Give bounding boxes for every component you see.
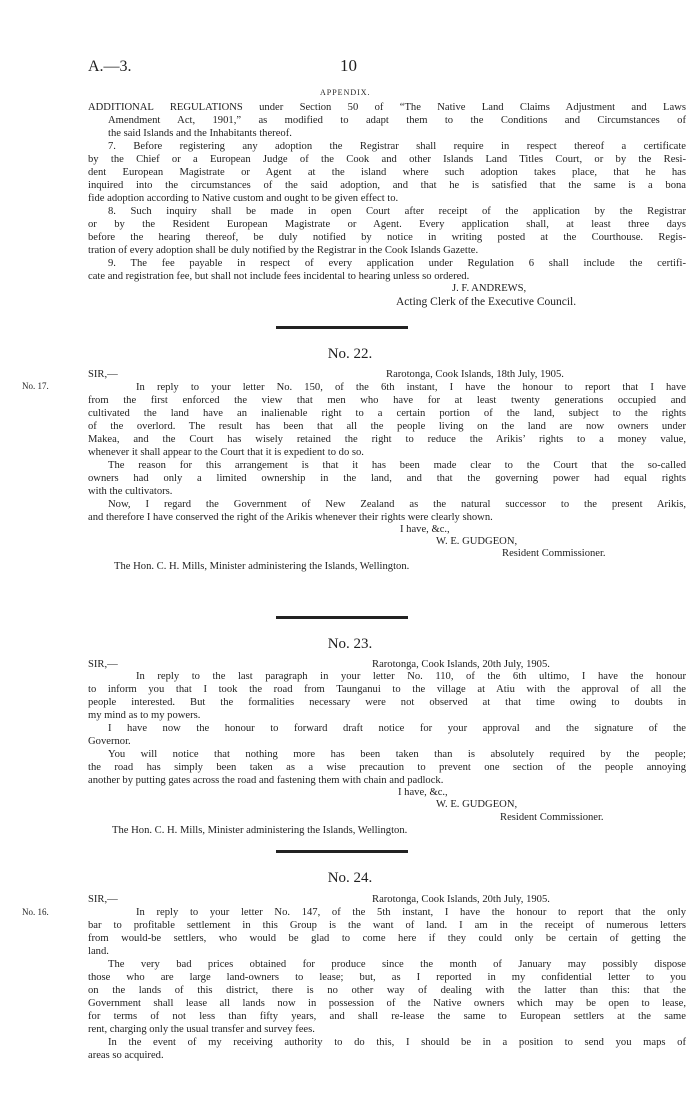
letter-salutation: SIR,— <box>88 369 118 380</box>
letter-heading: No. 23. <box>327 636 373 652</box>
margin-note: No. 16. <box>22 907 49 917</box>
letter-line: bar to profitable settlement in this Group is the want of land. I am in the receipt of numerous letters <box>88 920 686 931</box>
regulations-line: tration of every adoption shall be duly notified by the Registrar in the Cook Islands Gazette. <box>88 245 479 256</box>
letter-line: Now, I regard the Government of New Zealand as the natural successor to the present Arikis, <box>108 499 686 510</box>
letter-place-date: Rarotonga, Cook Islands, 18th July, 1905. <box>386 369 564 380</box>
section-divider <box>276 850 408 853</box>
letter-line: from the first enforced the view that men who have for at least twenty generations occupied and <box>88 395 686 406</box>
regulations-line: 9. The fee payable in respect of every application under Regulation 6 shall include the certifi- <box>108 258 686 269</box>
appendix-label: APPENDIX. <box>320 88 371 97</box>
letter-line: people interested. But the formalities necessary were not observed at that time owing to doubts in <box>88 697 686 708</box>
letter-line: In reply to the last paragraph in your letter No. 110, of the 6th ultimo, I have the honour <box>136 671 686 682</box>
regulations-line: cate and registration fee, but shall not include fees incidental to hearing unless so ordered. <box>88 271 470 282</box>
regulations-line: dent European Magistrate or Agent at the island where such adoption takes place, that he has <box>88 167 686 178</box>
regulations-line: fide adoption according to Native custom and ought to be given effect to. <box>88 193 399 204</box>
letter-line: In reply to your letter No. 147, of the 5th instant, I have the honour to report that the only <box>136 907 686 918</box>
letter-line: Makea, and the Court has wisely retained the right to reduce the Arikis’ rights to a money value, <box>88 434 686 445</box>
letter-line: The very bad prices obtained for produce since the month of January may possibly dispose <box>108 959 686 970</box>
letter-line: my mind as to my powers. <box>88 710 201 721</box>
regulations-line: before the hearing thereof, be duly notified by notice in writing posted at the Courthouse. Regis- <box>88 232 686 243</box>
letter-line: owners had only a limited ownership in the land, and that the governing power had equal rights <box>88 473 686 484</box>
letter-signer: W. E. GUDGEON, <box>436 799 518 810</box>
letter-place-date: Rarotonga, Cook Islands, 20th July, 1905. <box>372 659 550 670</box>
letter-line: from would-be settlers, who would be glad to come here if they could only be certain of getting the <box>88 933 686 944</box>
letter-heading: No. 24. <box>327 870 373 886</box>
letter-line: The reason for this arrangement is that it has been made clear to the Court that the so-called <box>108 460 686 471</box>
letter-salutation: SIR,— <box>88 659 118 670</box>
page-number: 10 <box>340 56 357 75</box>
letter-line: and therefore I have conserved the right of the Arikis whenever their rights were clearly shown. <box>88 512 493 523</box>
letter-line: areas so acquired. <box>88 1050 164 1061</box>
letter-signer-title: Resident Commissioner. <box>500 812 604 823</box>
letter-addressee: The Hon. C. H. Mills, Minister administering the Islands, Wellington. <box>112 825 408 836</box>
letter-closing: I have, &c., <box>400 524 450 535</box>
margin-note: No. 17. <box>22 381 49 391</box>
letter-line: Government shall lease all lands now in possession of the Native owners which may be open to lease, <box>88 998 686 1009</box>
letter-line: of the overlord. The result has been that all the people living on the land are now owners under <box>88 421 686 432</box>
letter-line: In the event of my receiving authority to do this, I should be in a position to send you maps of <box>108 1037 686 1048</box>
letter-line: with the cultivators. <box>88 486 173 497</box>
letter-line: I have now the honour to forward draft notice for your approval and the signature of the <box>108 723 686 734</box>
letter-line: for terms of not less than fifty years, and shall re-lease the same to European settlers at the same <box>88 1011 686 1022</box>
letter-line: on the lands of this district, there is no other way of dealing with the latter than this: that the <box>88 985 686 996</box>
regulations-line: by the Chief or a European Judge of the Cook and other Islands Land Titles Court, or by the Resi- <box>88 154 686 165</box>
letter-line: another by putting gates across the road and fastening them with chain and padlock. <box>88 775 444 786</box>
letter-line: those who are large land-owners to lease; but, as I reported in my confidential letter to you <box>88 972 686 983</box>
letter-place-date: Rarotonga, Cook Islands, 20th July, 1905. <box>372 894 550 905</box>
regulations-line: or by the Resident European Magistrate or Agent. Every application shall, at least three days <box>88 219 686 230</box>
letter-signer-title: Resident Commissioner. <box>502 548 606 559</box>
letter-line: land. <box>88 946 109 957</box>
section-divider <box>276 616 408 619</box>
letter-line: rent, charging only the usual transfer and survey fees. <box>88 1024 315 1035</box>
regulations-signer: J. F. ANDREWS, <box>452 283 527 294</box>
regulations-line: ADDITIONAL REGULATIONS under Section 50 of “The Native Land Claims Adjustment and Laws <box>88 102 686 113</box>
document-code: A.—3. <box>88 58 132 75</box>
regulations-line: inquired into the circumstances of the said adoption, and that he is satisfied that the same is a bona <box>88 180 686 191</box>
regulations-signer-title: Acting Clerk of the Executive Council. <box>396 296 577 308</box>
regulations-line: 8. Such inquiry shall be made in open Court after receipt of the application by the Registrar <box>108 206 686 217</box>
letter-line: the road has simply been taken as a wise precaution to prevent one section of the people annoying <box>88 762 686 773</box>
letter-line: In reply to your letter No. 150, of the 6th instant, I have the honour to report that I have <box>136 382 686 393</box>
letter-signer: W. E. GUDGEON, <box>436 536 518 547</box>
letter-addressee: The Hon. C. H. Mills, Minister administering the Islands, Wellington. <box>114 561 410 572</box>
letter-line: whenever it shall appear to the Court that it is expedient to do so. <box>88 447 364 458</box>
letter-line: to inform you that I took the road from Taunganui to the village at Atiu with the approval of all the <box>88 684 686 695</box>
letter-heading: No. 22. <box>327 346 373 362</box>
letter-line: Governor. <box>88 736 131 747</box>
letter-salutation: SIR,— <box>88 894 118 905</box>
section-divider <box>276 326 408 329</box>
letter-line: cultivated the land have an inalienable right to a certain portion of the land, subject to the rights <box>88 408 686 419</box>
letter-line: You will notice that nothing more has been taken than is absolutely required by the people; <box>108 749 686 760</box>
regulations-line: Amendment Act, 1901,” as modified to adapt them to the Conditions and Circumstances of <box>108 115 686 126</box>
regulations-line: the said Islands and the Inhabitants thereof. <box>108 128 292 139</box>
regulations-line: 7. Before registering any adoption the Registrar shall require in respect thereof a certificate <box>108 141 686 152</box>
letter-closing: I have, &c., <box>398 787 448 798</box>
